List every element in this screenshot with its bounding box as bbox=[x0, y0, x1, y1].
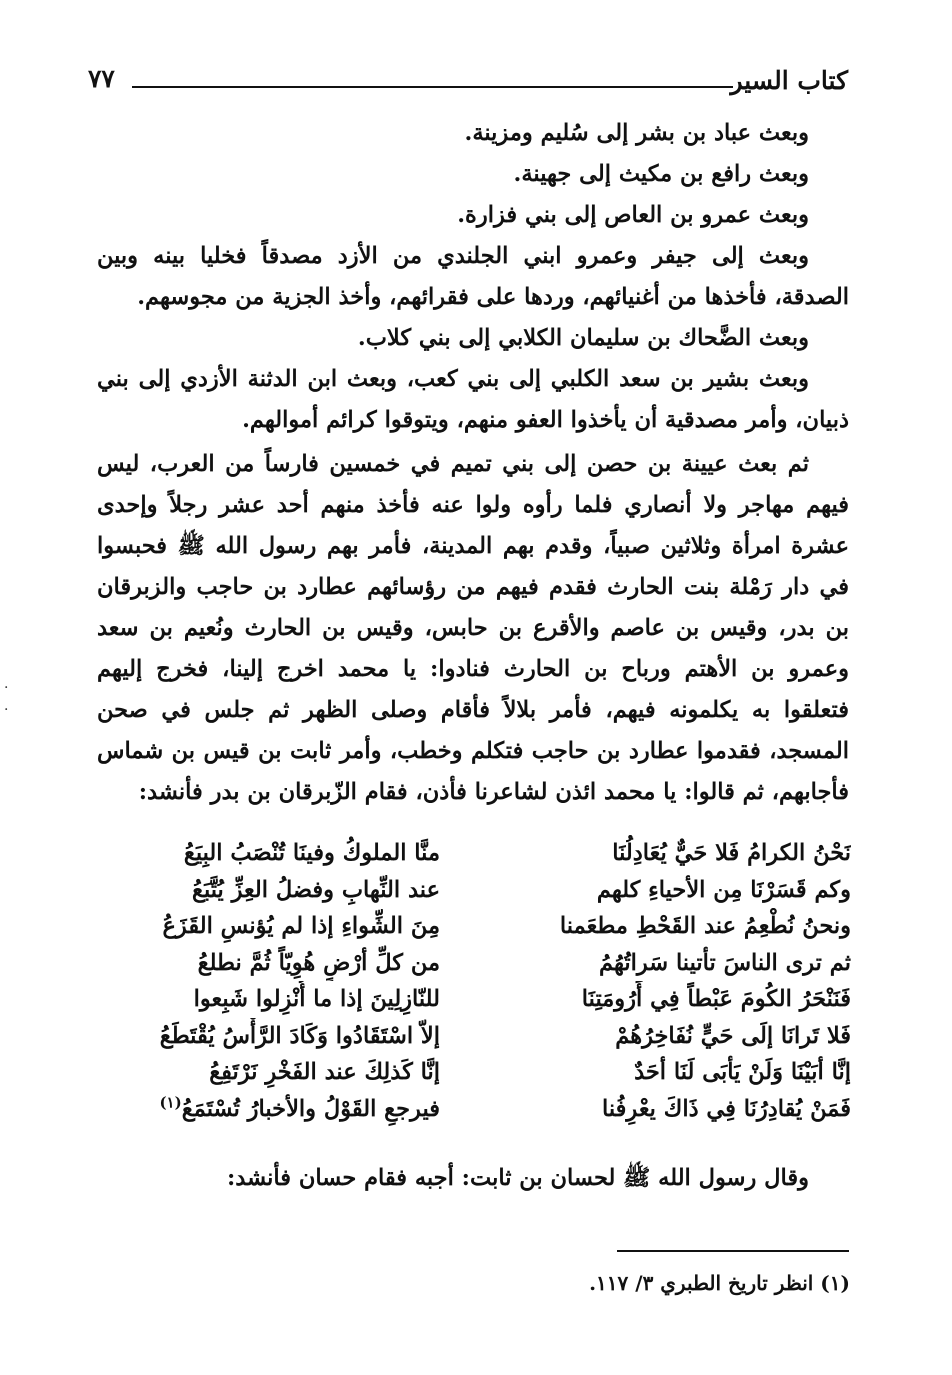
margin-speck: · bbox=[4, 680, 9, 696]
second-hemistich: إلاّ اسْتَقَادُوا وَكَادَ الرَّأْسُ يُقْتَطَعُ bbox=[159, 1022, 440, 1049]
header-title: كتاب السير bbox=[730, 66, 848, 95]
second-hemistich: إنَّا كَذلِكَ عند الفَخْرِ نَرْتَفِعُ bbox=[209, 1059, 440, 1085]
footnote: (١) انظر تاريخ الطبري ٣/ ١١٧. bbox=[589, 1271, 850, 1295]
poem-verse bbox=[95, 1018, 851, 1055]
poem bbox=[95, 835, 851, 1127]
closing-line: وقال رسول الله ﷺ لحسان بن ثابت: أجبه فقام حسان فأنشد: bbox=[226, 1165, 809, 1191]
poem-verse bbox=[95, 835, 851, 872]
second-hemistich: منَّا الملوكُ وفينَا تُنْصَبُ البِيَعُ bbox=[183, 840, 440, 866]
running-header bbox=[88, 64, 848, 104]
footnote-marker[interactable]: (١) bbox=[159, 1093, 182, 1111]
second-hemistich: من كلِّ أرْضٍ هُوِيّاً ثُمَّ نطلعُ bbox=[197, 949, 440, 976]
first-hemistich: فَنَنْحَرُ الكُومَ عَبْطاً فِي أَرُومَتِنَا bbox=[581, 986, 851, 1012]
footnote-rule bbox=[617, 1250, 849, 1252]
hemistich-text: فيرجعِ القَوْلُ والأخبارُ تُسْتَمَعُ bbox=[181, 1095, 440, 1122]
paragraph: وبعث إلى جيفر وعمرو ابني الجلندي من الأزد مصدقاً فخليا بينه وبين الصدقة، فأخذها من أغنيائهم، وردها على فقرائهم، وأخذ الجزية من مجوسهم. bbox=[97, 243, 849, 310]
poem-verse bbox=[95, 872, 851, 909]
first-hemistich: إنَّا أبَيْنَا وَلَنْ يَأبَى لَنَا أحَدٌ bbox=[634, 1059, 851, 1085]
body-text bbox=[97, 113, 849, 813]
poem-verse bbox=[95, 1054, 851, 1091]
poem-verse bbox=[95, 981, 851, 1018]
second-hemistich: مِنَ الشِّواءِ إذا لم يُؤنسِ القَزَعُ bbox=[162, 913, 440, 939]
margin-speck: · bbox=[4, 702, 9, 718]
paragraph: وبعث عباد بن بشر إلى سُليم ومزينة. bbox=[464, 120, 809, 146]
second-hemistich: للنّازِلِينَ إذا ما أُنْزِلوا شَبِعوا bbox=[193, 986, 440, 1012]
paragraph: ثم بعث عيينة بن حصن إلى بني تميم في خمسين فارساً من العرب، ليس فيهم مهاجر ولا أنصاري فلما رأوه ولوا عنه فأخذ منهم أحد عشر رجلاً وإحدى عشرة امرأة وثلاثين صبياً، وقدم بهم المدينة، فأمر بهم رسول الله ﷺ فحبسوا في دار رَمْلة بنت الحارث فقدم فيهم من رؤسائهم عطارد بن حاجب والزبرقان بن بدر، وقيس بن عاصم والأقرع بن حابس، وقيس بن الحارث ونُعيم بن سعد وعمرو بن الأهتم ورباح بن الحارث فنادوا: يا محمد اخرج إلينا، فخرج إليهم فتعلقوا به يكلمونه فيهم، فأمر بلالاً فأقام وصلى الظهر ثم جلس في صحن المسجد، فقدموا عطارد بن حاجب فتكلم وخطب، وأمر ثابت بن قيس بن شماس فأجابهم، ثم قالوا: يا محمد ائذن لشاعرنا فأذن، فقام الزّبرقان بن بدر فأنشد: bbox=[97, 451, 849, 805]
paragraph: وبعث رافع بن مكيث إلى جهينة. bbox=[513, 161, 809, 187]
first-hemistich: ثم ترى الناسَ تأتينا سَراتُهُمُ bbox=[598, 949, 851, 976]
first-hemistich: وكم قَسَرْنَا مِن الأحياءِ كلهم bbox=[596, 876, 851, 903]
second-hemistich bbox=[95, 1091, 440, 1128]
first-hemistich: نَحْنُ الكرامُ فَلا حَيٌّ يُعَادِلُنَا bbox=[612, 840, 851, 866]
page-number: ٧٧ bbox=[88, 64, 115, 93]
second-hemistich: عند النِّهابِ وفضلُ العِزِّ يُتَّبَعُ bbox=[191, 876, 440, 903]
poem-verse bbox=[95, 945, 851, 982]
paragraph: وبعث بشير بن سعد الكلبي إلى بني كعب، وبعث ابن الدثنة الأزدي إلى بني ذبيان، وأمر مصدقية أن يأخذوا العفو منهم، ويتوقوا كرائم أموالهم. bbox=[97, 366, 849, 433]
first-hemistich: ونحنُ نُطْعِمُ عند القَحْطِ مطعَمنا bbox=[559, 913, 851, 939]
first-hemistich: فَمَنْ يُقادِرُنَا فِي ذَاكَ يعْرِفُنا bbox=[602, 1095, 851, 1122]
first-hemistich: فَلا تَرانَا إلَى حَيٍّ نُفَاخِرُهُمْ bbox=[615, 1022, 851, 1049]
paragraph: وبعث الضَّحاك بن سليمان الكلابي إلى بني كلاب. bbox=[357, 325, 809, 351]
header-rule bbox=[132, 86, 733, 88]
poem-verse bbox=[95, 1091, 851, 1128]
paragraph: وبعث عمرو بن العاص إلى بني فزارة. bbox=[457, 202, 809, 228]
poem-verse bbox=[95, 908, 851, 945]
